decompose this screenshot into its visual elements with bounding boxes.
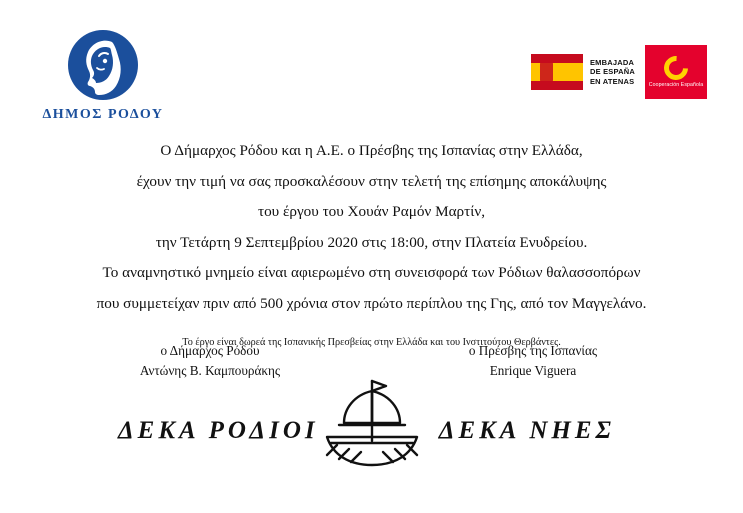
- slogan-right: ΔΕΚΑ ΝΗΕΣ: [438, 417, 615, 444]
- embassy-text: [590, 58, 635, 87]
- c-mark-shape: [659, 51, 693, 85]
- invitation-line-4: την Τετάρτη 9 Σεπτεμβρίου 2020 στις 18:00, στην Πλατεία Ενυδρείου.: [155, 233, 588, 251]
- signature-right-name: Enrique Viguera: [489, 362, 577, 378]
- spain-embassy-logo: [531, 45, 707, 99]
- sailing-ship-icon: [297, 375, 447, 485]
- embassy-line-2: DE ESPAÑA: [589, 67, 635, 77]
- invitation-note: Το έργο είναι δωρεά της Ισπανικής Πρεσβείας στην Ελλάδα και του Ινστιτούτου Θερβάντες.: [182, 337, 561, 349]
- footer: [0, 375, 743, 485]
- aecid-c-logo-icon: [645, 45, 707, 99]
- header: [0, 0, 743, 130]
- signature-right-role: ο Πρέσβης της Ισπανίας: [468, 343, 598, 358]
- embassy-block: [531, 45, 635, 99]
- signature-left-role: ο Δήμαρχος Ρόδου: [160, 343, 260, 358]
- embassy-line-3: EN ATENAS: [589, 76, 635, 86]
- embassy-line-1: EMBAJADA: [589, 57, 635, 67]
- invitation-line-5: Το αναμνηστικό μνημείο είναι αφιερωμένο στη συνεισφορά των Ρόδιων θαλασσοπόρων: [102, 264, 641, 282]
- invitation-line-3: του έργου του Χουάν Ραμόν Μαρτίν,: [257, 203, 485, 221]
- signature-left-name: Αντώνης Β. Καμπουράκης: [139, 362, 281, 378]
- invitation-line-2: έχουν την τιμή να σας προσκαλέσουν στην τελετή της επίσημης αποκάλυψης: [136, 172, 607, 190]
- invitation-text: [0, 140, 743, 360]
- head-profile-emblem-icon: [66, 28, 140, 102]
- slogan-left: ΔΕΚΑ ΡΟΔΙΟΙ: [118, 417, 319, 444]
- rhodes-logo-text: ΔΗΜΟΣ ΡΟΔΟΥ: [42, 107, 164, 122]
- rhodes-municipality-logo: [28, 28, 178, 123]
- cooperation-text: Cooperación Española: [648, 81, 704, 88]
- invitation-line-6: που συμμετείχαν πριν από 500 χρόνια στον πρώτο περίπλου της Γης, από τον Μαγγελάνο.: [96, 294, 647, 312]
- invitation-line-1: Ο Δήμαρχος Ρόδου και η Α.Ε. ο Πρέσβης της Ισπανίας στην Ελλάδα,: [160, 142, 583, 159]
- spain-flag-icon: [531, 54, 583, 90]
